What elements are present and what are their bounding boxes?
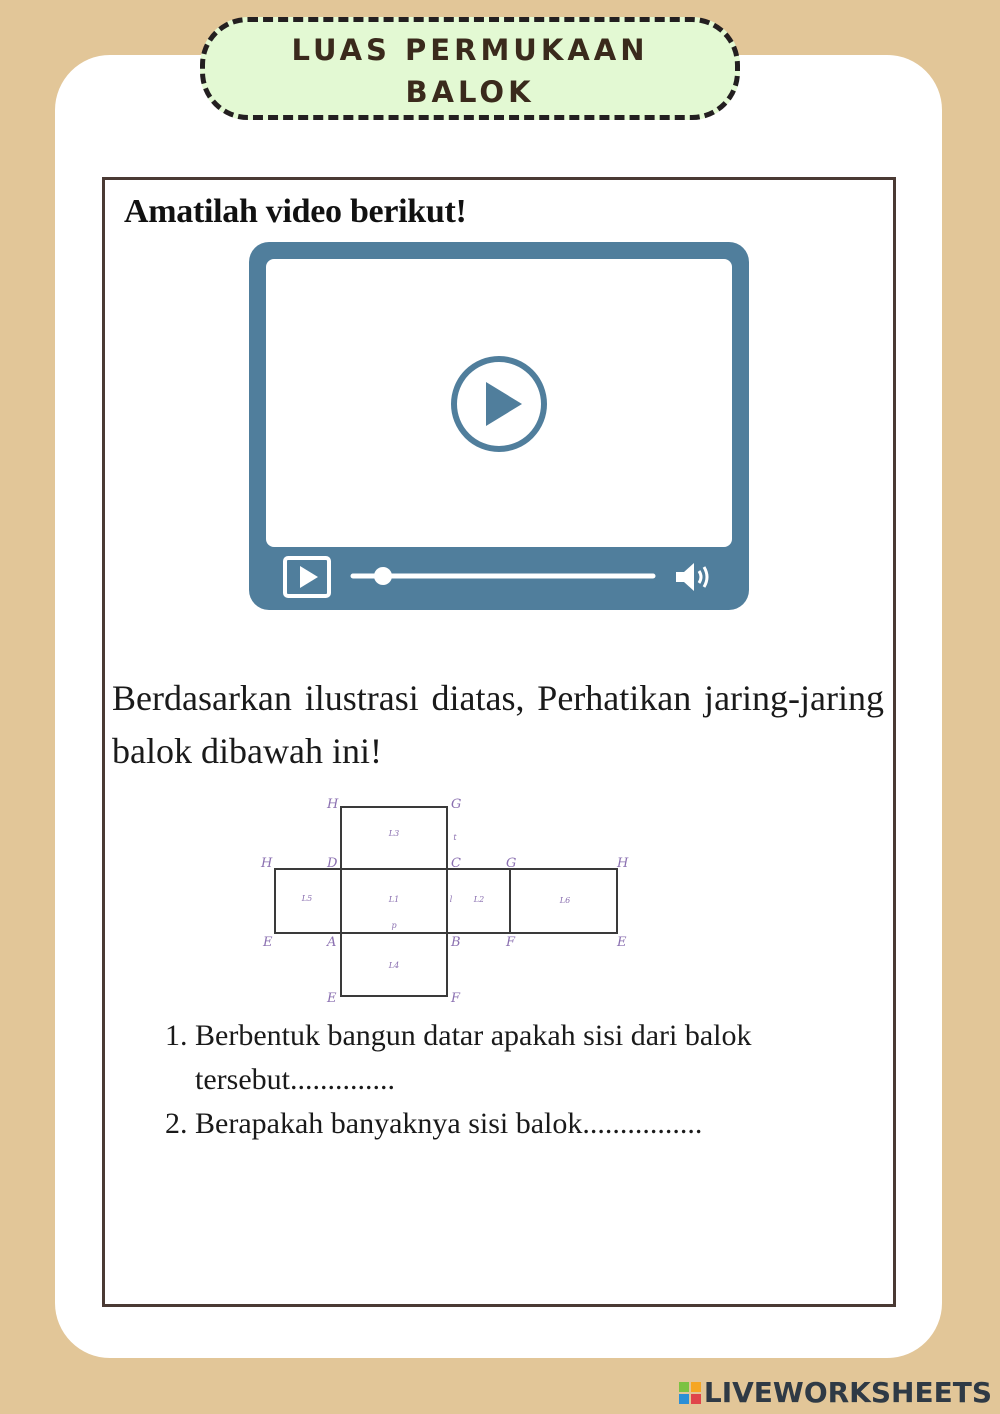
liveworksheets-logo-icon [679, 1382, 701, 1404]
question-text: Berapakah banyaknya sisi balok................ [195, 1107, 703, 1140]
face-label-l5: L5 [301, 894, 313, 903]
vertex-label: H [617, 856, 629, 871]
vertex-label: G [451, 797, 462, 812]
question-number: 2. [165, 1107, 188, 1140]
question-number: 1. [165, 1019, 188, 1052]
vertex-label: B [451, 935, 461, 950]
liveworksheets-brand [679, 1376, 992, 1409]
vertex-label: H [261, 856, 273, 871]
question-item [165, 1014, 865, 1102]
vertex-label: C [451, 856, 461, 871]
title-line-2: BALOK [405, 75, 535, 109]
dim-label-l: l [449, 895, 453, 904]
face-label-l1: L1 [388, 895, 400, 904]
play-button-icon[interactable] [283, 556, 331, 598]
volume-icon[interactable] [673, 560, 717, 594]
question-text: Berbentuk bangun datar apakah sisi dari balok tersebut.............. [195, 1019, 752, 1096]
vertex-label: A [327, 935, 337, 950]
brand-text: LIVEWORKSHEETS [703, 1376, 992, 1409]
face-label-l3: L3 [388, 829, 400, 838]
vertex-label: E [617, 935, 627, 950]
dim-label-t: t [453, 833, 457, 842]
question-item [165, 1102, 865, 1146]
play-circle-icon[interactable] [449, 354, 549, 454]
dim-label-p: p [391, 921, 397, 930]
vertex-label: E [263, 935, 273, 950]
seek-bar[interactable] [349, 564, 659, 588]
seek-handle [374, 567, 392, 585]
vertex-label: F [506, 935, 516, 950]
title-line-1: LUAS PERMUKAAN [291, 33, 649, 67]
face-label-l6: L6 [559, 896, 571, 905]
vertex-label: D [327, 856, 338, 871]
video-player[interactable] [249, 242, 749, 610]
vertex-label: E [327, 991, 337, 1006]
vertex-label: G [506, 856, 517, 871]
instruction-paragraph: Berdasarkan ilustrasi diatas, Perhatikan jaring-jaring balok dibawah ini! [112, 678, 884, 771]
face-label-l4: L4 [388, 961, 400, 970]
vertex-label: F [451, 991, 461, 1006]
worksheet-title [200, 17, 740, 120]
vertex-label: H [327, 797, 339, 812]
question-list [165, 1014, 865, 1146]
face-label-l2: L2 [473, 895, 485, 904]
cuboid-net-diagram [255, 790, 655, 1010]
section-heading: Amatilah video berikut! [124, 193, 467, 230]
